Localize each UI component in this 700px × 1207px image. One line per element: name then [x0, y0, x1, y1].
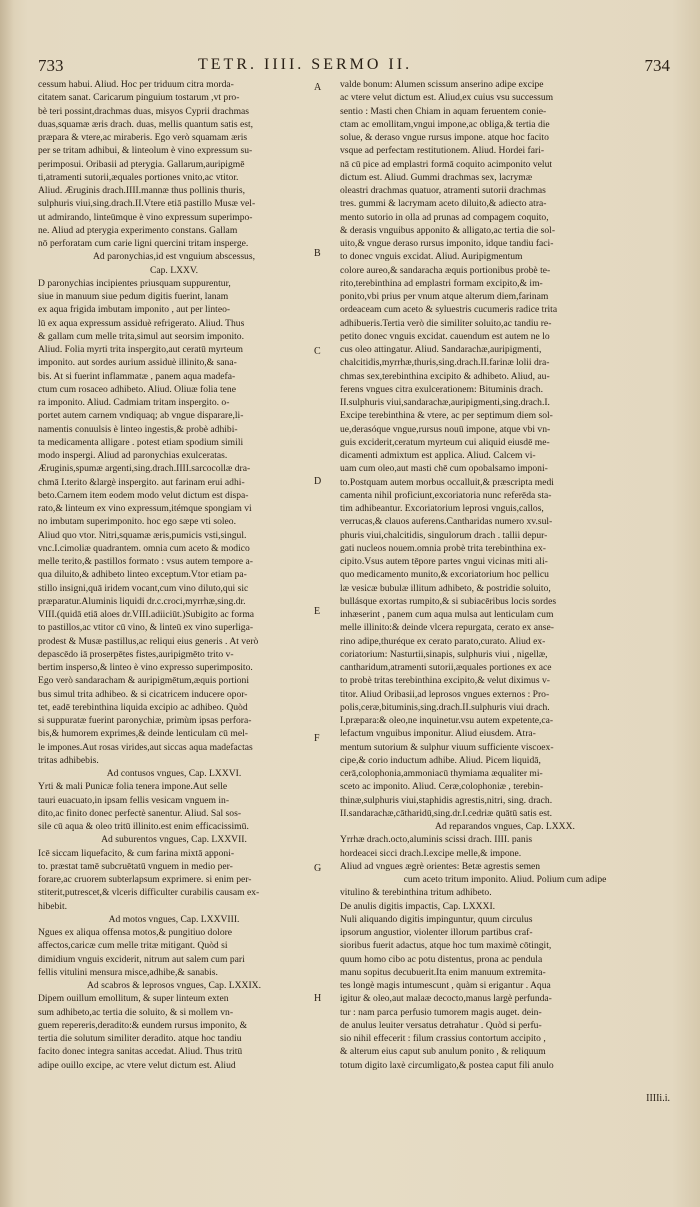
left-column-line: ex aqua frigida imbutam imponito , aut per linteo-: [38, 304, 231, 316]
left-column-line: cessum habui. Aliud. Hoc per triduum citra morda-: [38, 79, 234, 90]
gutter-shadow: [0, 0, 14, 1207]
right-column-line: De anulis digitis impactis, Cap. LXXXI.: [340, 900, 496, 912]
right-column-line: Excipe terebinthina & vtere, ac per septimum diem sol-: [340, 410, 553, 422]
right-column-line: quo medicamento munito,& excoriatorium hoc pellicu: [340, 569, 549, 581]
right-column-line: Yrrhæ drach.octo,aluminis scissi drach. IIII. panis: [340, 834, 533, 846]
left-column-line: duas,squamæ æris drach. duas, mellis quantum satis est,: [38, 118, 254, 130]
left-column-line: siue in manuum siue pedum digitis fuerint, lanam: [38, 291, 229, 302]
right-column-line: adhibueris.Tertia verò die similiter soluito,ac tandiu re-: [340, 317, 552, 329]
left-column-line: stiterit,putrescet,& vlceris difficulter curabilis causam ex-: [38, 887, 260, 899]
left-column-line: sile cū aqua & oleo tritū illinito.est enim efficacissimū.: [38, 821, 249, 832]
left-column-line: vnc.I.cimoliæ quadrantem. omnia cum aceto & modico: [38, 542, 250, 554]
left-column-line: modo inspergi. Aliud ad paronychias exulceratas.: [38, 450, 228, 461]
right-column-line: petito donec vnguis excidat. cauendum est autem ne lo: [340, 330, 550, 342]
left-column-line: perimposui. Oribasii ad pterygia. Gallarum,auripigmē: [38, 158, 245, 170]
right-column-line: lefactum vnguibus imponitur. Aliud eiusdem. Atra-: [340, 728, 536, 740]
page-number-right: 734: [644, 56, 670, 75]
right-column-line: chmas sex,terebinthina excipito & adhibeto. Aliud, au-: [340, 370, 550, 382]
right-column-line: sioribus fuerit adactus, atque hoc tum maximè cōtingit,: [340, 940, 552, 952]
right-column-line: tres. gummi & lacrymam aceto diluito,& adiecto atra-: [340, 198, 547, 210]
right-column-line: cipe,& corio inductum adhibe. Aliud. Picem liquidā,: [340, 754, 541, 766]
right-column-line: vsque ad perfectam restitutionem. Aliud. Hordei fari-: [340, 145, 545, 157]
right-column-line: gati nucleos nouem.omnia probè trita terebinthina ex-: [340, 542, 546, 554]
right-column-line: polis,ceræ,bituminis,sing.drach.II.sulphuris viui drach.: [340, 701, 550, 713]
running-head: TETR. IIII. SERMO II.: [198, 56, 413, 73]
left-column-line: & gallam cum melle trita,simul aut seorsim imponito.: [38, 330, 244, 342]
left-column-line: Ad suburentos vngues, Cap. LXXVII.: [101, 834, 247, 846]
margin-letter-g: G: [314, 863, 322, 874]
right-column-line: phuris viui,chalcitidis, singulorum drach . tallii depur-: [340, 529, 548, 541]
left-column-line: D paronychias incipientes priusquam suppurentur,: [38, 277, 231, 289]
margin-letter-d: D: [314, 476, 322, 487]
left-column-line: tritas adhibebis.: [38, 754, 99, 766]
right-column-line: & alterum eius caput sub anulum ponito , & reliquum: [340, 1046, 546, 1058]
right-column-line: solue, & deraso vngue rursus impone. atque hoc facito: [340, 132, 549, 143]
right-column-line: mento sutorio in olla ad prunas ad compagem coquito,: [340, 211, 549, 223]
right-column-line: manu sopitus decubuerit.Ita enim manuum extremita-: [340, 966, 546, 978]
right-column-line: dictum est. Aliud. Gummi drachmas sex, lacrymæ: [340, 171, 533, 183]
page-number-left: 733: [38, 56, 64, 75]
left-column-line: stillo insigni,quā iridem vocant,cum vino diluto,qui sic: [38, 582, 249, 594]
left-column-line: ctum cum rosaceo adhibeto. Aliud. Oliuæ folia tene: [38, 383, 236, 395]
right-column-line: & derasis vnguibus apponito & alligato,ac tertia die sol-: [340, 224, 556, 236]
left-column-line: beto.Carnem item eodem modo velut dictum est dispa-: [38, 489, 249, 501]
left-column-line: sulphuris viui,sing.drach.II.Vtere etiā pastillo Musæ vel-: [38, 198, 256, 210]
right-column-line: vitulino & terebinthina tritum adhibeto.: [340, 887, 492, 899]
left-column-line: affectos,caricæ cum melle tritæ mitigant. Quòd si: [38, 940, 228, 952]
right-column-line: uito,& vngue deraso rursus imponito, idque tandiu faci-: [340, 238, 554, 249]
left-column-line: forare,ac cruorem subterlapsum exprimere. si enim per-: [38, 874, 252, 885]
right-column-line: tes longè magis intumescunt , quàm si erigantur . Aqua: [340, 980, 551, 991]
right-column: [340, 78, 670, 1072]
left-column-line: VIII.(quidā etiā aloes dr.VIII.adiiciūt.)Subigito ac forma: [38, 609, 255, 620]
right-column-line: colore aureo,& sandaracha æquis portionibus probè te-: [340, 264, 551, 276]
right-column-line: to probè tritas terebinthina excipito,& velut diximus v-: [340, 675, 550, 687]
right-column-line: melle illinito:& deinde vlcera repurgata, cerato ex anse-: [340, 622, 554, 634]
left-column-line: si suppuratæ fuerint paronychiæ, primùm ipsas perfora-: [38, 715, 252, 726]
left-column-line: Ad motos vngues, Cap. LXXVIII.: [108, 913, 240, 925]
left-column-line: Ad scabros & leprosos vngues, Cap. LXXIX.: [87, 980, 261, 991]
right-column-line: sio nihil effecerit : filum crassius contortum accipito ,: [340, 1033, 546, 1044]
right-column-line: titor. Aliud Oribasii,ad leprosos vngues externos : Pro-: [340, 688, 550, 700]
right-column-line: de anulus leuiter versatus detrahatur . Quòd si perfu-: [340, 1019, 542, 1031]
left-column-line: dito,ac finito donec perfectè sanentur. Aliud. Sal sos-: [38, 807, 242, 819]
right-column-line: ferens vngues citra exulcerationem: Bituminis drach.: [340, 383, 544, 395]
left-column-line: Cap. LXXV.: [149, 264, 199, 276]
right-column-line: tur : nam parca perfusio tumorem magis auget. dein-: [340, 1006, 542, 1018]
right-column-line: mentum sutorium & sulphur viuum sufficiente viscoex-: [340, 741, 554, 753]
right-column-line: inhæserint , panem cum aqua mulsa aut lenticulam cum: [340, 609, 554, 620]
right-column-line: tim adhibeantur. Excoriatorium leprosi vnguis,callos,: [340, 503, 544, 514]
left-column-line: guem repereris,deradito:& eundem rursus imponito, &: [38, 1019, 248, 1031]
left-column-line: ta medicamenta alligare . potest etiam spodium simili: [38, 436, 244, 448]
left-column-line: dimidium vnguis exciderit, nitrum aut salem cum pari: [38, 953, 245, 965]
right-column-line: ue,derasóque vngue,rursus nouū impone, atque vbi vn-: [340, 423, 551, 435]
right-column-line: ac vtere velut dictum est. Aliud,ex cuius vsu successum: [340, 92, 554, 104]
right-column-line: coriatorium: Nasturtii,sinapis, sulphuris viui , nigellæ,: [340, 648, 548, 660]
left-column-line: rato,& linteum ex vino expressum,itémque spongiam vi: [38, 503, 252, 514]
left-column-line: Ego verò sandaracham & auripigmētum,æquis portioni: [38, 675, 250, 687]
right-column-line: oleastri drachmas quatuor, atramenti sutorii drachmas: [340, 185, 546, 196]
right-column-line: rito,terebinthina ad emplastri formam excipito,& im-: [340, 277, 543, 289]
left-column-line: ra imponito. Aliud. Cadmiam tritam inspergito. o-: [38, 397, 230, 408]
right-column-line: dicamenti admixtum est applica. Aliud. Calcem vi-: [340, 450, 536, 461]
right-column-line: valde bonum: Alumen scissum anserino adipe excipe: [340, 79, 544, 90]
left-column-line: namentis conuulsis è linteo ingestis,& probè adhibi-: [38, 423, 238, 435]
left-column-line: ut admirando, linteūmque è vino expressum superimpo-: [38, 211, 253, 223]
right-column-line: Aliud ad vngues ægrè orientes: Betæ agrestis semen: [340, 860, 541, 872]
left-column-line: le impones.Aut rosas virides,aut siccas aqua madefactas: [38, 741, 253, 753]
left-column: [38, 78, 310, 1072]
left-column-line: per se tritam adhibui, & linteolum è vino expressum su-: [38, 145, 253, 157]
signature-mark: IIIIi.i.: [646, 1093, 670, 1104]
left-column-line: portet autem carnem vndiquaq; ab vngue disparare,li-: [38, 410, 244, 422]
left-column-line: Yrti & mali Punicæ folia tenera impone.Aut selle: [38, 781, 228, 793]
right-column-line: chalcitidis,myrrhæ,thuris,sing.drach.II.farinæ lolii dra-: [340, 357, 550, 369]
right-column-line: camenta nihil proficiunt,excoriatoria nunc referēda sta-: [340, 489, 552, 501]
right-column-line: cerā,colophonia,ammoniacū thymiama æqualiter mi-: [340, 768, 543, 779]
left-column-line: Icē siccam liquefacito, & cum farina mixtā apponi-: [38, 847, 235, 859]
left-column-line: no imbutam superimponito. hoc ego sæpe vti soleo.: [38, 516, 236, 528]
left-column-line: prodest & Musæ pastillus,ac reliqui eius generis . At verò: [38, 635, 259, 647]
right-column-line: uam cum oleo,aut masti chē cum opobalsamo imponi-: [340, 463, 548, 475]
left-column-line: Ad contusos vngues, Cap. LXXVI.: [106, 768, 242, 779]
right-column-line: hordeacei sicci drach.I.excipe melle,& impone.: [340, 847, 522, 859]
right-column-line: Ad reparandos vngues, Cap. LXXX.: [435, 821, 575, 832]
left-column-line: Dipem ouillum emollitum, & super linteum exten: [38, 993, 229, 1005]
left-column-line: to pastillos,ac vtitor cū vino, & linteū ex vino superliga-: [38, 622, 254, 634]
left-column-line: nō perforatam cum carie ligni quercini tritam insperge.: [38, 238, 249, 249]
right-column-line: to donec vnguis excidat. Aliud. Auripigmentum: [340, 251, 523, 263]
left-column-line: bertim insperso,& linteo è vino expresso superimposito.: [38, 662, 253, 673]
left-column-line: Aliud quo vtor. Nitri,squamæ æris,pumicis vsti,singul.: [38, 529, 247, 541]
left-column-line: Aliud. Æruginis drach.IIII.mannæ thus pollinis thuris,: [38, 185, 246, 196]
left-column-line: tertia die solutum similiter deradito. atque hoc tandiu: [38, 1033, 242, 1044]
left-column-line: Ngues ex aliqua offensa motos,& pungitiuo dolore: [38, 927, 233, 938]
margin-letter-h: H: [314, 993, 322, 1004]
left-column-line: citatem sanat. Caricarum pinguium tostarum ,vt pro-: [38, 92, 240, 104]
left-column-line: ne. Aliud ad pterygia experimento constans. Gallam: [38, 224, 238, 236]
right-column-line: ponito,vbi prius per vnum atque alterum diem,farinam: [340, 291, 549, 302]
right-column-line: nā cū pice ad emplastri formā coquito acimponito velut: [340, 158, 553, 170]
left-column-line: sum adhibeto,ac tertia die soluito, & si mollem vn-: [38, 1006, 234, 1018]
left-column-line: qua diluito,& adhibeto linteo exceptum.Vtor etiam pa-: [38, 569, 247, 581]
left-column-line: chmā I.terito &largè inspergito. aut farinam erui adhi-: [38, 476, 245, 488]
right-column-line: sentio : Masti chen Chiam in aquam feruentem conie-: [340, 105, 547, 117]
right-column-line: guis exciderit,ceratum myrteum cui aliquid eiusdē me-: [340, 436, 550, 448]
left-column-line: præpara & vtere,ac miraberis. Ego verò squamam æris: [38, 132, 248, 143]
right-column-line: læ vesicæ bubulæ illitum adhibeto, & postridie soluito,: [340, 582, 551, 594]
left-column-line: fellis vitulini mensura misce,adhibe,& sanabis.: [38, 966, 218, 978]
right-column-line: thinæ,sulphuris viui,staphidis agrestis,nitri, sing. drach.: [340, 794, 553, 806]
left-column-line: Æruginis,spumæ argenti,sing.drach.IIII.sarcocollæ dra-: [38, 463, 251, 475]
right-column-line: II.sandarachæ,cātharidū,sing.dr.I.cedriæ quātū satis est.: [340, 807, 553, 819]
left-column-line: præparatur.Aluminis liquidi dr.c.croci,myrrhæ,sing.dr.: [38, 595, 246, 607]
right-column-line: bullásque exortas rumpito,& si subiacēribus locis sordes: [340, 595, 557, 607]
margin-letter-c: C: [314, 346, 321, 357]
right-column-line: cipito.Vsus autem tēpore partes vngui vicinas miti ali-: [340, 556, 548, 567]
right-column-line: verrucas,& clauos auferens.Cantharidas numero xv.sul-: [340, 516, 553, 528]
left-column-line: hibebit.: [38, 900, 68, 912]
left-column-line: adipe ouillo excipe, ac vtere velut dictum est. Aliud: [38, 1059, 236, 1071]
right-column-line: rino adipe,thuréque ex cerato parato,curato. Aliud ex-: [340, 635, 546, 647]
left-column-line: tauri euacuato,in ipsam fellis vesicam vnguem in-: [38, 794, 230, 806]
right-column-line: cantharidum,atramenti sutorii,æquales portiones ex ace: [340, 662, 552, 673]
left-column-line: bis. At si fuerint inflammatæ , panem aqua madefa-: [38, 370, 236, 382]
right-column-line: sceto ac imponito. Aliud. Ceræ,colophoniæ , terebin-: [340, 781, 544, 793]
right-column-line: ipsorum angustior, violenter illorum partibus craf-: [340, 927, 533, 938]
right-column-line: quum homo cibo ac potu distentus, prona ac pendula: [340, 953, 543, 965]
left-column-line: Ad paronychias,id est vnguium abscessus,: [92, 251, 255, 263]
left-column-line: depascēdo iā proserpētes fistes,auripigmēto trito v-: [38, 648, 234, 660]
right-column-line: cus oleo attingatur. Aliud. Sandarachæ,auripigmenti,: [340, 344, 542, 355]
margin-letter-f: F: [314, 733, 320, 744]
right-column-line: ctam ac emollitam,vngui impone,ac obliga,& tertia die: [340, 118, 550, 130]
left-column-line: Aliud. Folia myrti trita inspergito,aut ceratū myrteum: [38, 344, 243, 355]
left-column-line: imponito. aut sordes aurium assiduè illinito,& sana-: [38, 357, 237, 369]
margin-letter-e: E: [314, 606, 321, 617]
left-column-line: tet, eadē terebinthina liquida excipio ac adhibeo. Quòd: [38, 701, 248, 713]
right-column-line: Nuli aliquando digitis impinguntur, quum circulus: [340, 913, 533, 925]
left-column-line: to. præstat tamē subcruētatū vnguem in medio per-: [38, 860, 233, 872]
left-column-line: bis,& humorem exprimes,& deinde lenticulam cū mel-: [38, 728, 248, 740]
left-column-line: melle terito,& pastillos formato : vsus autem tempore a-: [38, 556, 254, 567]
margin-letter-b: B: [314, 248, 321, 259]
left-column-line: lū ex aqua expressum assiduè refrigerato. Aliud. Thus: [38, 317, 245, 329]
right-column-line: igitur & oleo,aut malaæ decocto,manus largè perfunda-: [340, 993, 552, 1005]
right-column-line: ordeaceam cum aceto & syluestris cucumeris radice trita: [340, 304, 558, 316]
left-column-line: ti,atramenti sutorii,æquales portiones vnito,ac vtitor.: [38, 171, 239, 183]
left-column-line: bus simul trita adhibeo. & si cicatricem inducere opor-: [38, 688, 248, 700]
page-header: [38, 56, 670, 78]
margin-letter-a: A: [314, 82, 322, 93]
right-column-line: to.Postquam autem morbus occalluit,& præscripta medi: [340, 476, 554, 488]
left-column-line: facito donec integra sanitas accedat. Aliud. Thus tritū: [38, 1046, 243, 1058]
right-column-line: II.sulphuris viui,sandarachæ,auripigmenti,sing.drach.I.: [340, 397, 550, 408]
left-column-line: bè teri possint,drachmas duas, misyos Cyprii drachmas: [38, 105, 250, 117]
right-column-line: cum aceto tritum imponito. Aliud. Polium cum adipe: [403, 874, 607, 885]
right-column-line: totum digito laxè circumligato,& postea caput fili anulo: [340, 1059, 554, 1071]
right-column-line: I.præpara:& oleo,ne inquinetur.vsu autem expetente,ca-: [340, 715, 554, 726]
